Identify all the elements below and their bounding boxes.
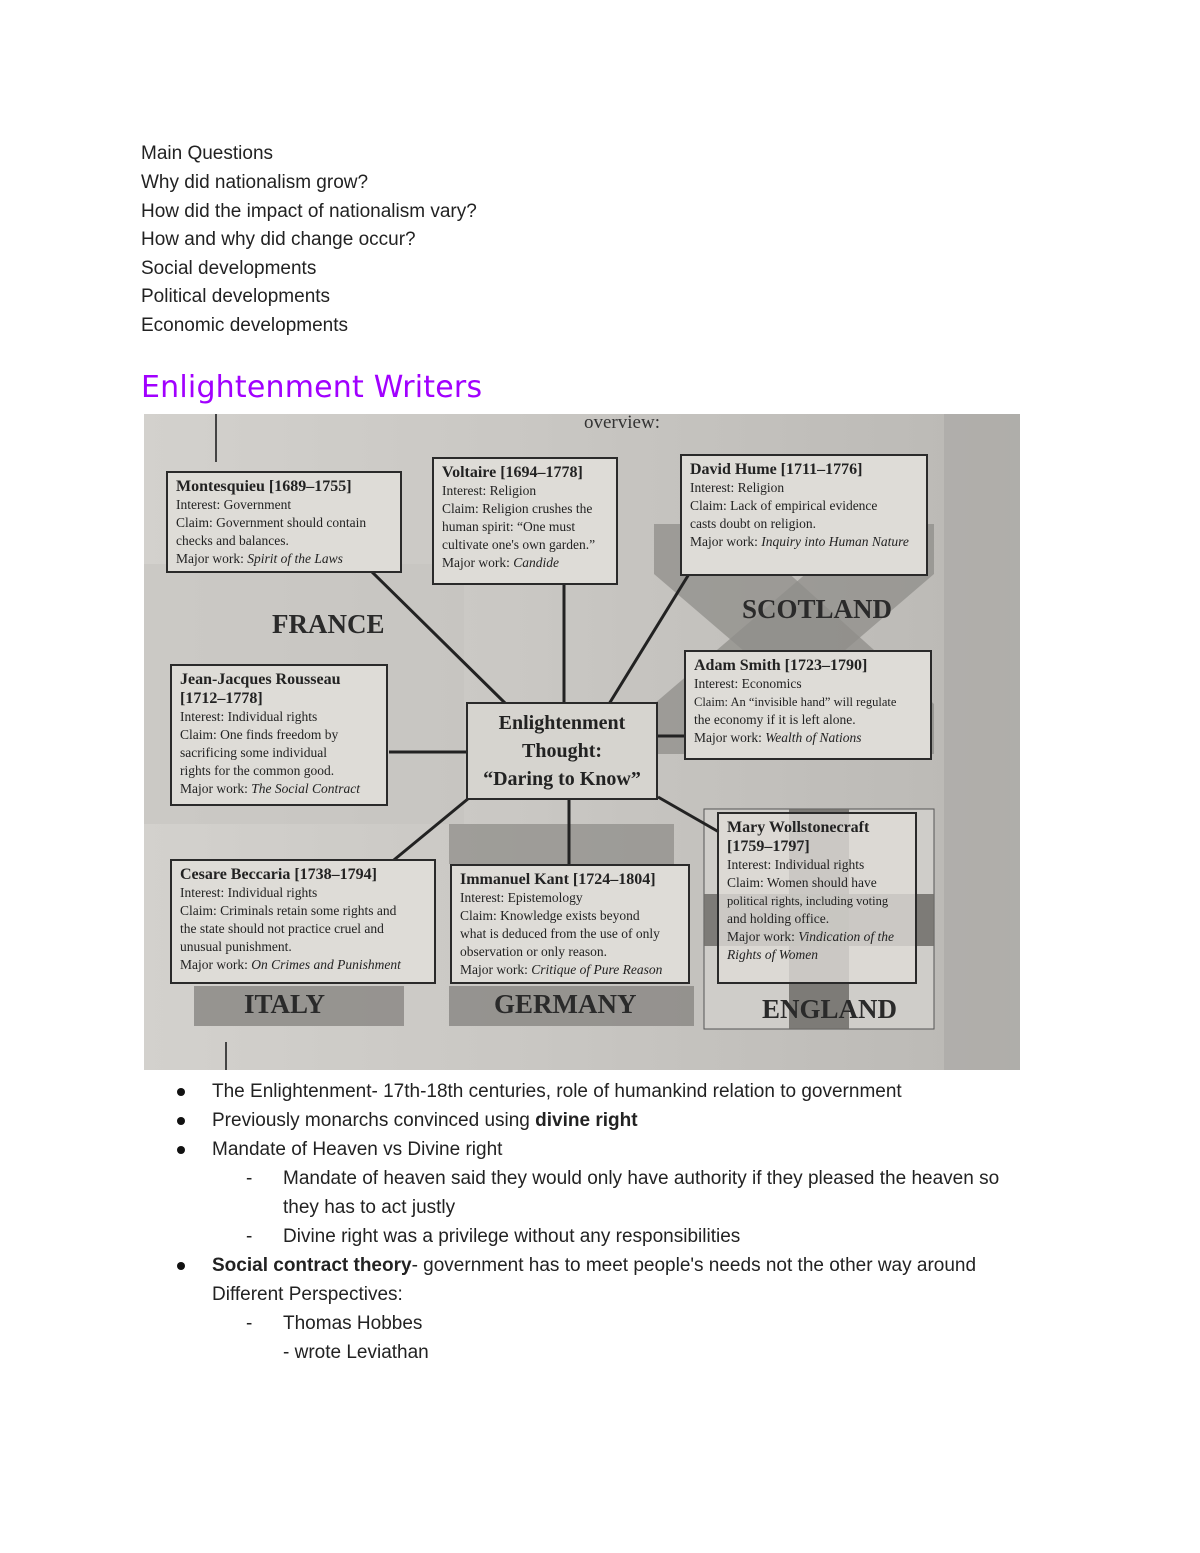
question-item: Economic developments [141,315,348,336]
writer-claim: what is deduced from the use of only [460,926,660,941]
rousseau-box [170,664,388,806]
writer-claim: Claim: Knowledge exists beyond [460,908,640,923]
smith-box [684,650,932,760]
center-node [466,702,658,800]
list-item-bold: Social contract theory [212,1255,412,1276]
sub-list-item: - Divine right was a privilege without any responsibilities [0,1222,1023,1251]
country-italy: ITALY [244,989,326,1019]
writer-name: Cesare Beccaria [1738–1794] [180,866,377,883]
country-england: ENGLAND [762,994,898,1024]
writer-claim: Claim: One finds freedom by [180,727,339,742]
writer-claim: cultivate one's own garden.” [442,537,596,552]
enlightenment-diagram-photo [144,414,1020,1070]
work-label: Major work: [176,551,244,566]
montesquieu-box [166,471,402,573]
writer-interest: Interest: Economics [694,676,802,691]
voltaire-box [432,457,618,585]
writer-claim: Claim: Religion crushes the [442,501,593,516]
section-heading: Enlightenment Writers [141,370,483,405]
work-title: Vindication of the [798,929,894,944]
notes-list [0,1077,1032,1367]
writer-claim: and holding office. [727,911,830,926]
writer-interest: Interest: Government [176,497,292,512]
overview-label: overview: [584,414,660,433]
writer-name: Jean-Jacques Rousseau [180,671,341,688]
writer-work [727,946,907,964]
sub-list-note: - wrote Leviathan [283,1342,429,1363]
questions-title: Main Questions [141,143,274,164]
question-item: Social developments [141,258,317,279]
writer-interest: Interest: Religion [442,483,537,498]
list-item-continuation: Different Perspectives: [212,1284,403,1305]
writer-name: Immanuel Kant [1724–1804] [460,871,656,888]
writer-work [727,928,907,946]
list-item [0,1251,1032,1280]
writer-claim: checks and balances. [176,533,289,548]
sub-list-item: - Mandate of heaven said they would only have authority if they pleased the heaven so they has to act justly [0,1164,1023,1222]
beccaria-box [170,859,436,984]
writer-claim: unusual punishment. [180,939,292,954]
writer-work [694,729,922,747]
writer-work [176,550,392,568]
work-label: Major work: [727,929,795,944]
question-item: How did the impact of nationalism vary? [141,201,477,222]
list-item-bold: divine right [535,1110,638,1131]
work-title: Wealth of Nations [765,730,862,745]
center-line: “Daring to Know” [483,768,641,790]
center-line: Enlightenment [498,712,626,734]
writer-claim: observation or only reason. [460,944,607,959]
writer-interest: Interest: Individual rights [180,709,318,724]
work-label: Major work: [690,534,758,549]
writer-interest: Interest: Individual rights [180,885,318,900]
question-item: Why did nationalism grow? [141,172,369,193]
list-item: Mandate of Heaven vs Divine right [0,1135,1032,1164]
country-scotland: SCOTLAND [742,594,893,624]
list-item [0,1106,1032,1135]
kant-box [450,864,690,984]
wollstonecraft-box [717,812,917,984]
center-line: Thought: [521,740,603,762]
writer-work [442,554,608,572]
work-title: Spirit of the Laws [247,551,343,566]
writer-name: Voltaire [1694–1778] [442,464,583,481]
question-item: Political developments [141,286,331,307]
writer-claim: Claim: Criminals retain some rights and [180,903,397,918]
writer-work [180,780,378,798]
work-label: Major work: [460,962,528,977]
writer-work [460,961,680,979]
work-title: Candide [513,555,559,570]
question-item: How and why did change occur? [141,229,416,250]
sub-list-item: - Thomas Hobbes [0,1309,1023,1338]
writer-claim: Claim: Government should contain [176,515,367,530]
writer-dates: [1759–1797] [727,838,810,855]
writer-interest: Interest: Religion [690,480,785,495]
writer-claim: Claim: Women should have [727,875,877,890]
writer-claim: the state should not practice cruel and [180,921,384,936]
writer-claim: casts doubt on religion. [690,516,816,531]
list-item: The Enlightenment- 17th-18th centuries, role of humankind relation to government [0,1077,1032,1106]
writer-claim: sacrificing some individual [180,745,327,760]
list-item-text: - government has to meet people's needs not the other way around [411,1255,977,1276]
writer-claim: rights for the common good. [180,763,335,778]
country-germany: GERMANY [494,989,637,1019]
writer-dates: [1712–1778] [180,690,263,707]
work-label: Major work: [694,730,762,745]
writer-claim: Claim: An “invisible hand” will regulate [694,695,897,709]
work-title: Critique of Pure Reason [531,962,663,977]
country-france: FRANCE [272,609,385,639]
work-title: Rights of Women [727,947,818,962]
writer-interest: Interest: Individual rights [727,857,865,872]
work-title: Inquiry into Human Nature [761,534,909,549]
writer-name: David Hume [1711–1776] [690,461,863,478]
work-label: Major work: [180,957,248,972]
list-item-text: Previously monarchs convinced using [212,1110,536,1131]
writer-work [180,956,426,974]
writer-name: Montesquieu [1689–1755] [176,478,352,495]
work-label: Major work: [180,781,248,796]
work-title: The Social Contract [251,781,360,796]
hume-box [680,454,928,576]
writer-claim: human spirit: “One must [442,519,576,534]
writer-interest: Interest: Epistemology [460,890,583,905]
writer-claim: political rights, including voting [727,894,889,908]
work-title: On Crimes and Punishment [251,957,401,972]
writer-name: Mary Wollstonecraft [727,819,870,836]
writer-name: Adam Smith [1723–1790] [694,657,868,674]
writer-work [690,533,918,551]
writer-claim: the economy if it is left alone. [694,712,856,727]
work-label: Major work: [442,555,510,570]
writer-claim: Claim: Lack of empirical evidence [690,498,878,513]
